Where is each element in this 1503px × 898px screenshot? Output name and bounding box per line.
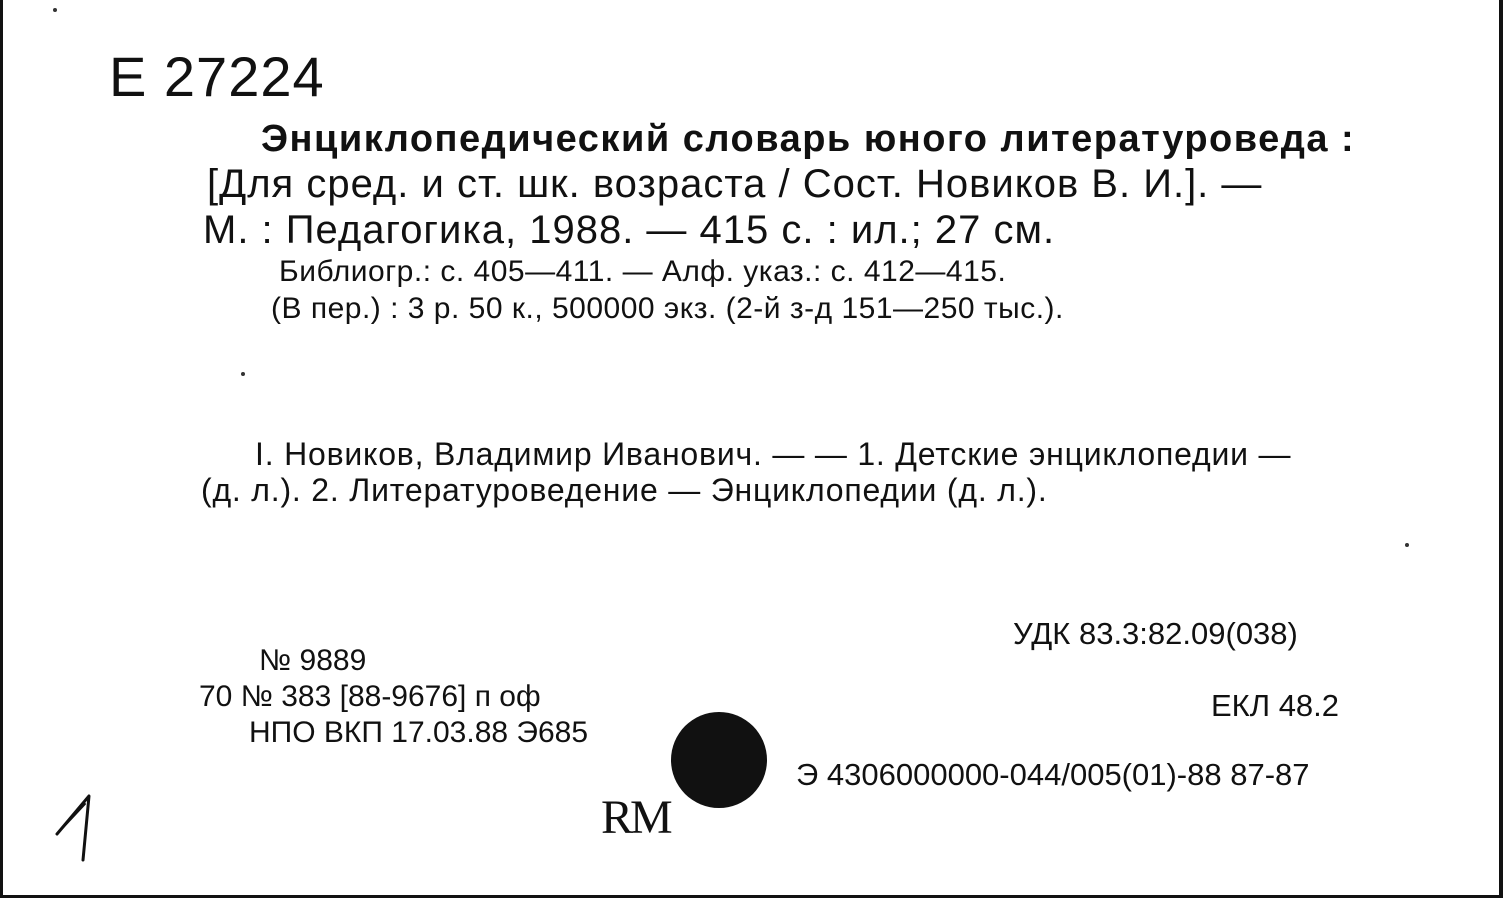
bibliography-note: Библиогр.: с. 405—411. — Алф. указ.: с. 412—415. (279, 255, 1007, 288)
ink-speck (1405, 543, 1409, 547)
publisher-code: Э 4306000000-044/005(01)-88 87-87 (796, 757, 1310, 792)
printer-info: НПО ВКП 17.03.88 Э685 (249, 716, 589, 749)
responsibility-statement: [Для сред. и ст. шк. возраста / Сост. Новиков В. И.]. — (207, 162, 1263, 206)
ink-speck (241, 372, 245, 376)
book-title: Энциклопедический словарь юного литературоведа : (261, 118, 1356, 160)
rm-stamp: RM (601, 791, 670, 844)
handwritten-one-mark (47, 782, 127, 862)
shelfmark: Е 27224 (109, 45, 325, 108)
accession-number: № 9889 (259, 644, 367, 677)
ink-speck (53, 8, 57, 12)
price-edition-note: (В пер.) : 3 р. 50 к., 500000 экз. (2-й з-д 151—250 тыс.). (271, 292, 1064, 325)
tracing-line-1: I. Новиков, Владимир Иванович. — — 1. Детские энциклопедии — (255, 436, 1292, 472)
udk-classification: УДК 83.3:82.09(038) (1013, 616, 1298, 651)
punch-hole-dot (671, 712, 767, 808)
publication-details: М. : Педагогика, 1988. — 415 с. : ил.; 27 см. (203, 208, 1056, 252)
tracing-line-2: (д. л.). 2. Литературоведение — Энциклопедии (д. л.). (201, 472, 1048, 508)
order-number: 70 № 383 [88-9676] п оф (199, 680, 541, 713)
ekl-classification: ЕКЛ 48.2 (1211, 688, 1340, 723)
